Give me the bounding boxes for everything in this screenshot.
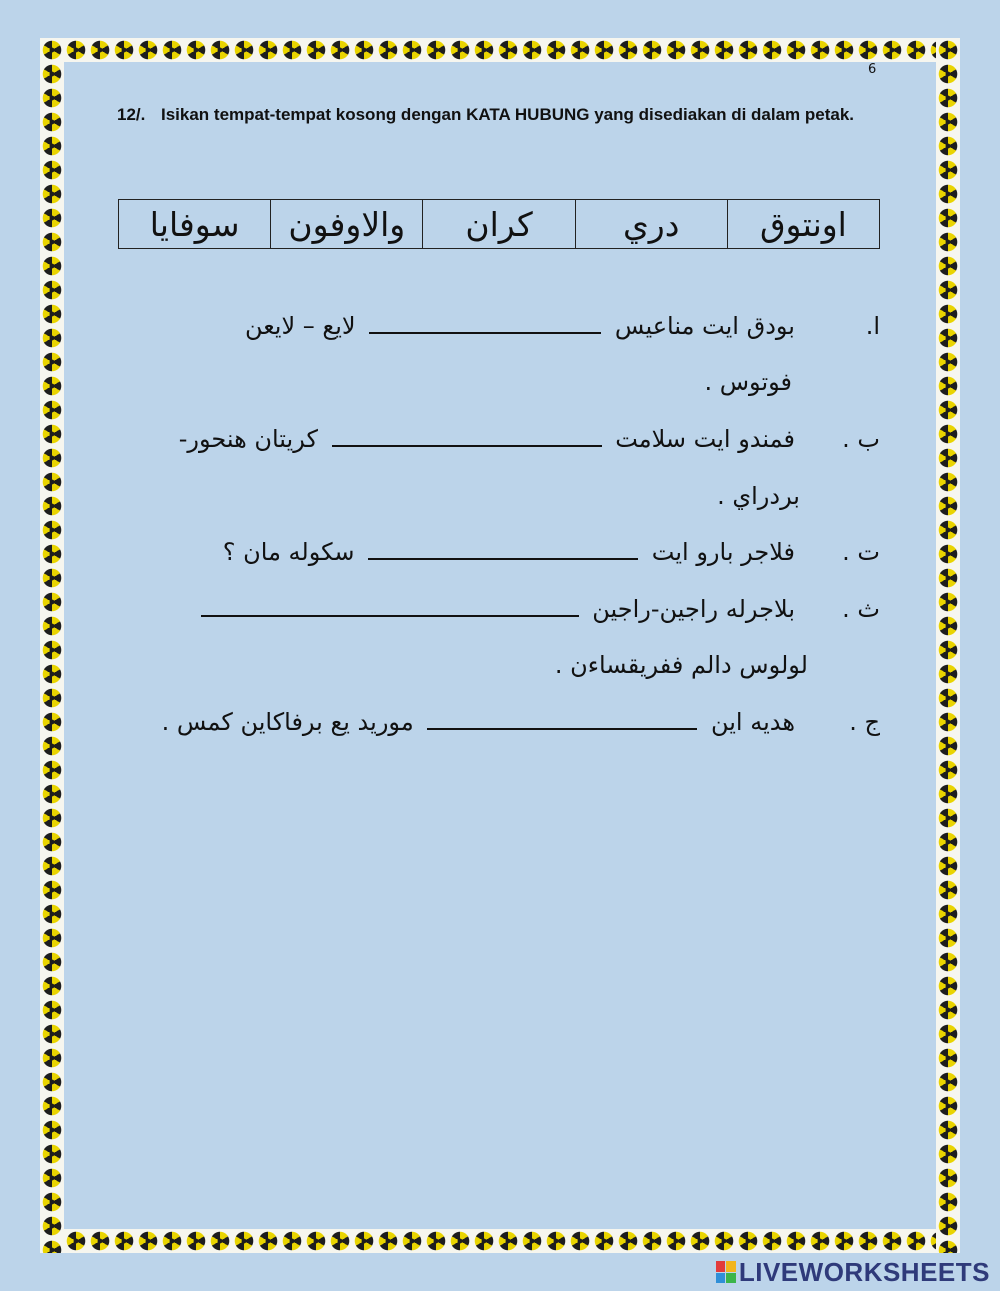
question-line [195, 595, 795, 623]
question-text: بلاجرله راجين-راجين [592, 595, 795, 623]
question-line [162, 708, 795, 736]
question-letter: ا. [865, 312, 880, 340]
question-continuation: فوتوس . [704, 368, 792, 396]
question-letter: ت . [842, 538, 880, 566]
question-text: موريد يع برفاكاين كمس . [161, 708, 414, 736]
word-option: سوفايا [149, 204, 240, 244]
watermark-text: LIVEWORKSHEETS [738, 1256, 990, 1287]
decorative-border-left [40, 38, 64, 1253]
question-continuation: بردراي . [717, 482, 800, 510]
question-letter: ج . [849, 708, 880, 736]
answer-blank[interactable] [368, 554, 638, 560]
instruction-text: Isikan tempat-tempat kosong dengan KATA HUBUNG yang disediakan di dalam petak. [161, 105, 855, 124]
answer-blank[interactable] [332, 441, 602, 447]
question-text: فمندو ايت سلامت [615, 425, 795, 453]
answer-blank[interactable] [201, 611, 579, 617]
question-letter: ث . [842, 595, 880, 623]
answer-blank[interactable] [427, 724, 697, 730]
question-number: 12/. [117, 105, 146, 124]
question-text: لايع – لايعن [244, 312, 356, 340]
word-option: اونتوق [727, 200, 879, 248]
question-continuation: لولوس دالم ففريقساءن . [554, 651, 808, 679]
liveworksheets-logo-icon [716, 1261, 736, 1283]
instruction [117, 103, 877, 126]
question-line [223, 538, 795, 566]
decorative-border-bottom [40, 1229, 960, 1253]
liveworksheets-watermark [716, 1256, 990, 1287]
question-text: بودق ايت مناعيس [614, 312, 795, 340]
question-line [245, 312, 795, 340]
question-text: كريتان هنحور- [178, 425, 318, 453]
page-number: 6 [868, 62, 877, 77]
question-text: فلاجر بارو ايت [651, 538, 795, 566]
answer-blank[interactable] [369, 328, 601, 334]
question-text: هديه اين [710, 708, 795, 736]
word-option: دري [575, 200, 727, 248]
word-option: كران [422, 200, 574, 248]
word-box [118, 199, 880, 249]
decorative-border-top [40, 38, 960, 62]
word-option: والاوفون [270, 200, 422, 248]
question-text: سكوله مان ؟ [222, 538, 355, 566]
question-letter: ب . [842, 425, 880, 453]
question-line [179, 425, 795, 453]
decorative-border-right [936, 38, 960, 1253]
